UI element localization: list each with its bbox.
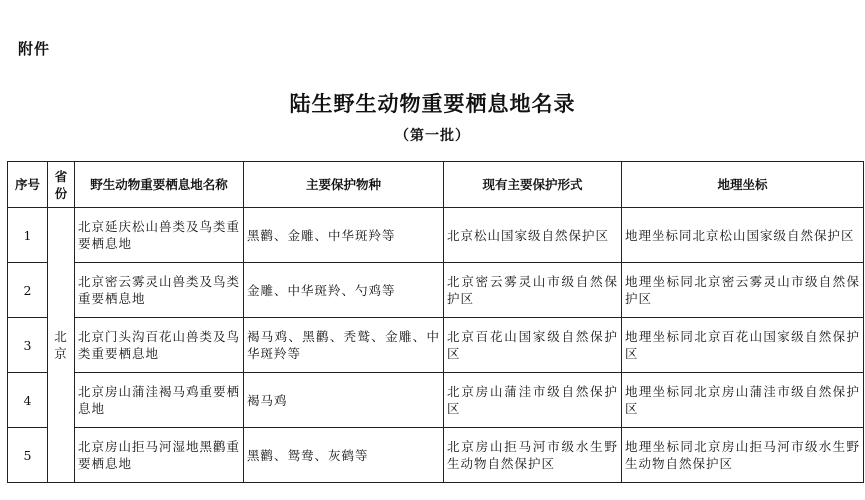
cell-protection: 北京松山国家级自然保护区 [444,208,622,263]
cell-protection: 北京房山拒马河市级水生野生动物自然保护区 [444,428,622,483]
cell-no: 1 [8,208,48,263]
table-row [8,428,864,483]
cell-no: 4 [8,373,48,428]
document-subtitle: （第一批） [395,128,470,144]
table-row [8,208,864,263]
cell-coords: 地理坐标同北京房山拒马河市级水生野生动物自然保护区 [622,428,864,483]
habitat-table [7,161,864,483]
province-text: 北京 [54,328,68,361]
header-no: 序号 [8,162,48,208]
header-species: 主要保护物种 [244,162,444,208]
cell-name: 北京密云雾灵山兽类及鸟类重要栖息地 [75,263,244,318]
cell-species: 黑鹳、金雕、中华斑羚等 [244,208,444,263]
cell-protection: 北京密云雾灵山市级自然保护区 [444,263,622,318]
cell-species: 褐马鸡 [244,373,444,428]
cell-name: 北京门头沟百花山兽类及鸟类重要栖息地 [75,318,244,373]
cell-coords: 地理坐标同北京松山国家级自然保护区 [622,208,864,263]
cell-no: 2 [8,263,48,318]
table-row [8,318,864,373]
cell-no: 5 [8,428,48,483]
table-header-row [8,162,864,208]
cell-species: 金雕、中华斑羚、勺鸡等 [244,263,444,318]
attachment-label: 附件 [18,40,51,58]
header-protection: 现有主要保护形式 [444,162,622,208]
table-row [8,373,864,428]
cell-name: 北京延庆松山兽类及鸟类重要栖息地 [75,208,244,263]
header-name: 野生动物重要栖息地名称 [75,162,244,208]
cell-protection: 北京百花山国家级自然保护区 [444,318,622,373]
cell-name: 北京房山拒马河湿地黑鹳重要栖息地 [75,428,244,483]
cell-species: 褐马鸡、黑鹳、秃鹫、金雕、中华斑羚等 [244,318,444,373]
cell-coords: 地理坐标同北京密云雾灵山市级自然保护区 [622,263,864,318]
table-row [8,263,864,318]
cell-species: 黑鹳、鸳鸯、灰鹤等 [244,428,444,483]
cell-no: 3 [8,318,48,373]
document-title: 陆生野生动物重要栖息地名录 [289,91,576,116]
cell-coords: 地理坐标同北京百花山国家级自然保护区 [622,318,864,373]
header-province-text: 省份 [54,168,68,201]
cell-province [48,208,75,483]
cell-name: 北京房山蒲洼褐马鸡重要栖息地 [75,373,244,428]
cell-coords: 地理坐标同北京房山蒲洼市级自然保护区 [622,373,864,428]
header-coords: 地理坐标 [622,162,864,208]
header-province [48,162,75,208]
cell-protection: 北京房山蒲洼市级自然保护区 [444,373,622,428]
